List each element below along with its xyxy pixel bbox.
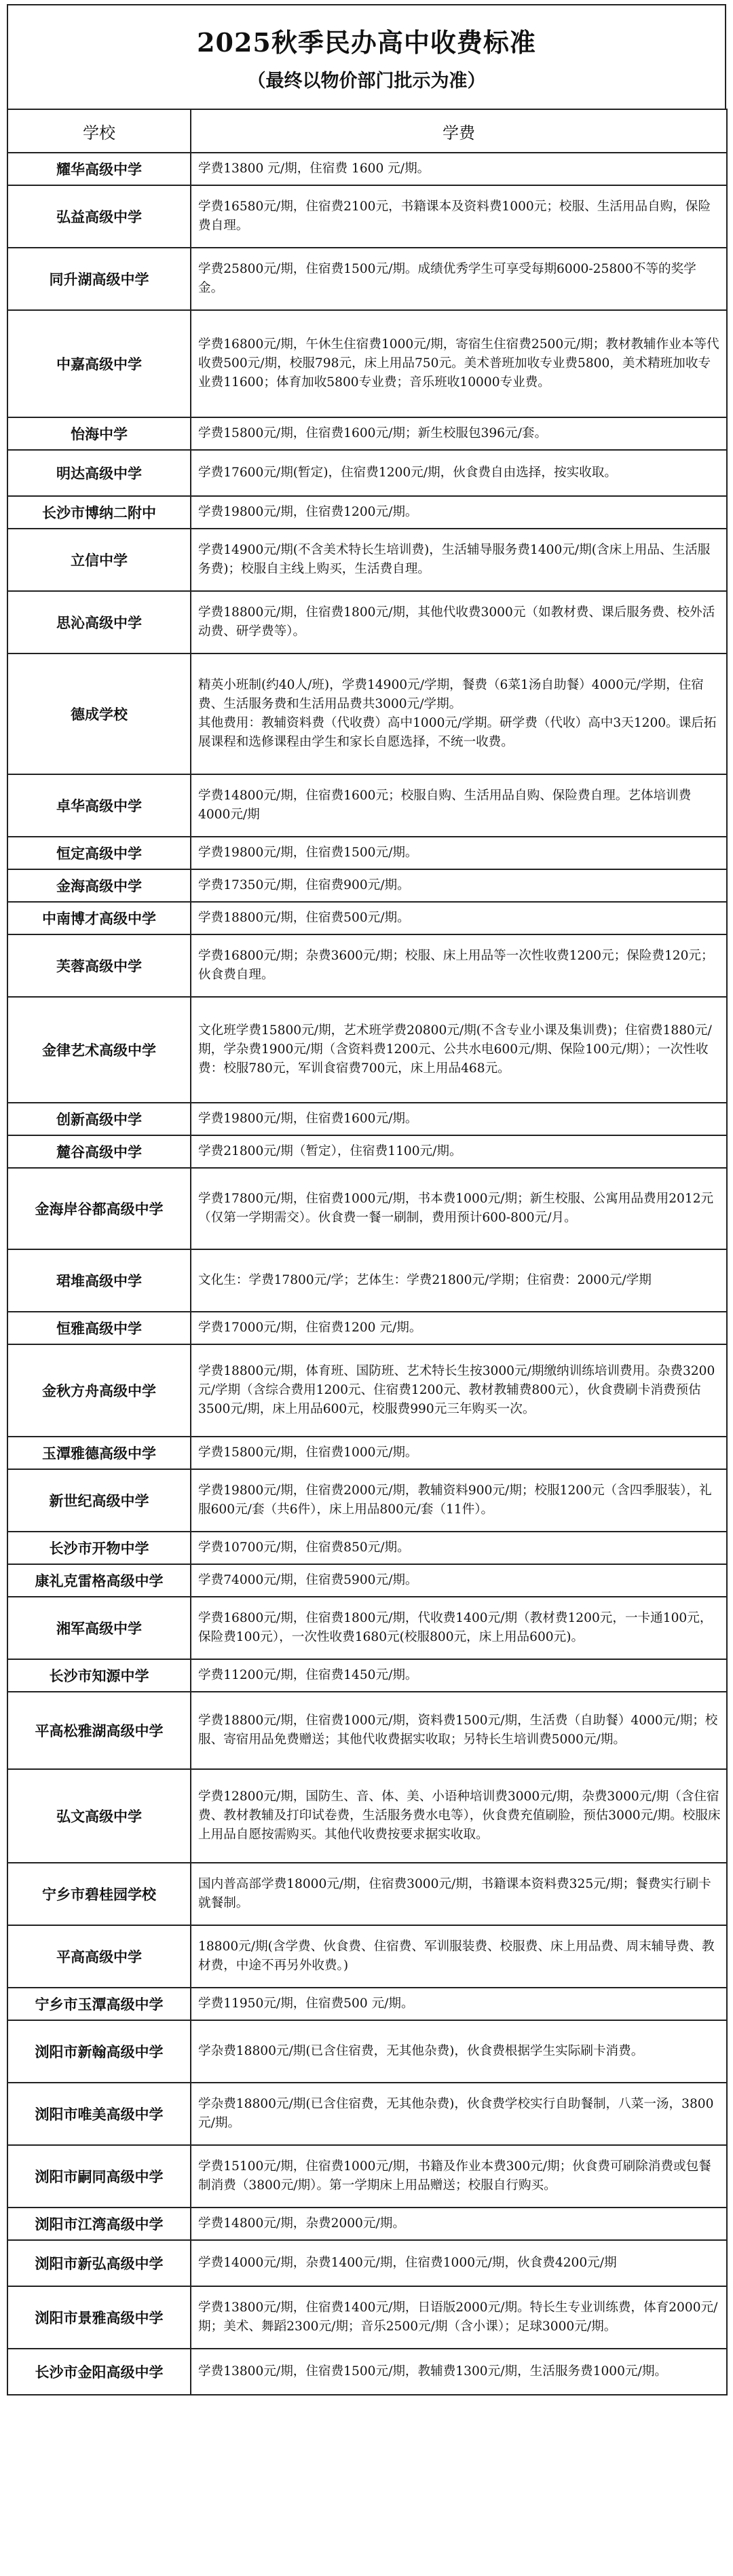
table-row [7, 2349, 727, 2395]
fee-detail-line: 精英小班制(约40人/班)，学费14900元/学期，餐费（6菜1汤自助餐）4000元/学期，住宿费、生活服务费和生活用品费共3000元/学期。 [198, 677, 704, 711]
table-row [7, 153, 727, 185]
fee-detail-cell: 学费14800元/期，住宿费1600元；校服自购、生活用品自购、保险费自理。艺体培训费4000元/期 [191, 774, 727, 837]
fee-detail-cell: 国内普高部学费18000元/期，住宿费3000元/期，书籍课本资料费325元/期；餐费实行刷卡就餐制。 [191, 1863, 727, 1925]
school-name-cell: 浏阳市唯美高级中学 [7, 2083, 191, 2145]
fee-detail-cell: 学费17350元/期，住宿费900元/期。 [191, 869, 727, 902]
school-name-cell: 金海高级中学 [7, 869, 191, 902]
school-name-cell: 同升湖高级中学 [7, 248, 191, 310]
fee-detail-cell: 学杂费18800元/期(已含住宿费，无其他杂费)，伙食费根据学生实际刷卡消费。 [191, 2020, 727, 2083]
fee-detail-cell: 文化生：学费17800元/学；艺体生：学费21800元/学期；住宿费：2000元/学期 [191, 1249, 727, 1312]
fee-detail-cell: 学费11950元/期，住宿费500 元/期。 [191, 1988, 727, 2020]
school-name-cell: 创新高级中学 [7, 1103, 191, 1135]
school-name-cell: 中南博才高级中学 [7, 902, 191, 934]
school-name-cell: 芙蓉高级中学 [7, 934, 191, 997]
school-name-cell: 长沙市金阳高级中学 [7, 2349, 191, 2395]
school-name-cell: 卓华高级中学 [7, 774, 191, 837]
school-name-cell: 怡海中学 [7, 417, 191, 450]
table-row [7, 1925, 727, 1988]
fee-detail-cell: 学费13800元/期，住宿费1500元/期，教辅费1300元/期，生活服务费1000元/期。 [191, 2349, 727, 2395]
school-name-cell: 浏阳市景雅高级中学 [7, 2286, 191, 2349]
fee-detail-cell: 学费18800元/期，住宿费1000元/期，资料费1500元/期，生活费（自助餐）4000元/期；校服、寄宿用品免费赠送；其他代收费据实收取；另特长生培训费5000元/期。 [191, 1692, 727, 1769]
school-name-cell: 耀华高级中学 [7, 153, 191, 185]
table-row [7, 185, 727, 248]
fee-detail-cell: 学费14000元/期，杂费1400元/期，住宿费1000元/期，伙食费4200元/期 [191, 2240, 727, 2286]
school-name-cell: 金秋方舟高级中学 [7, 1344, 191, 1437]
school-name-cell: 玉潭雅德高级中学 [7, 1437, 191, 1469]
table-row [7, 1249, 727, 1312]
school-name-cell: 思沁高级中学 [7, 591, 191, 654]
school-name-cell: 新世纪高级中学 [7, 1469, 191, 1532]
table-row [7, 2145, 727, 2208]
school-name-cell: 浏阳市新翰高级中学 [7, 2020, 191, 2083]
fee-detail-cell: 学费25800元/期，住宿费1500元/期。成绩优秀学生可享受每期6000-25800不等的奖学金。 [191, 248, 727, 310]
table-row [7, 496, 727, 529]
table-row [7, 997, 727, 1103]
table-row [7, 1659, 727, 1692]
table-row [7, 2020, 727, 2083]
table-row [7, 1863, 727, 1925]
table-row [7, 1597, 727, 1659]
school-name-cell: 弘益高级中学 [7, 185, 191, 248]
fee-table [7, 109, 728, 2395]
table-row [7, 934, 727, 997]
school-name-cell: 湘军高级中学 [7, 1597, 191, 1659]
fee-detail-cell: 学费19800元/期，住宿费2000元/期，教辅资料900元/期；校服1200元（含四季服装），礼服600元/套（共6件），床上用品800元/套（11件）。 [191, 1469, 727, 1532]
fee-detail-cell: 学费10700元/期，住宿费850元/期。 [191, 1532, 727, 1564]
school-name-cell: 平高高级中学 [7, 1925, 191, 1988]
fee-detail-cell: 学费18800元/期，体育班、国防班、艺术特长生按3000元/期缴纳训练培训费用。杂费3200元/学期（含综合费用1200元、住宿费1200元、教材教辅费800元），伙食费刷卡消费预估3500元/期，床上用品600元，校服费990元三年购买一次。 [191, 1344, 727, 1437]
fee-detail-cell: 学费15100元/期，住宿费1000元/期，书籍及作业本费300元/期；伙食费可刷除消费或包餐制消费（3800元/期）。第一学期床上用品赠送；校服自行购买。 [191, 2145, 727, 2208]
table-row [7, 1312, 727, 1344]
fee-detail-line: 其他费用：教辅资料费（代收费）高中1000元/学期。研学费（代收）高中3天1200。课后拓展课程和选修课程由学生和家长自愿选择，不统一收费。 [198, 716, 717, 750]
table-row [7, 1103, 727, 1135]
fee-detail-cell: 学费16800元/期；杂费3600元/期；校服、床上用品等一次性收费1200元；保险费120元；伙食费自理。 [191, 934, 727, 997]
table-row [7, 2208, 727, 2240]
fee-detail-cell: 文化班学费15800元/期，艺术班学费20800元/期(不含专业小课及集训费)；住宿费1880元/期，学杂费1900元/期（含资料费1200元、公共水电600元/期、保险100元/期）；一次性收费：校服780元，军训食宿费700元，床上用品468元。 [191, 997, 727, 1103]
school-name-cell: 平高松雅湖高级中学 [7, 1692, 191, 1769]
fee-detail-cell: 学费18800元/期，住宿费1800元/期，其他代收费3000元（如教材费、课后服务费、校外活动费、研学费等）。 [191, 591, 727, 654]
table-row [7, 1769, 727, 1863]
table-row [7, 248, 727, 310]
school-name-cell: 中嘉高级中学 [7, 310, 191, 417]
table-row [7, 2286, 727, 2349]
school-name-cell: 立信中学 [7, 529, 191, 591]
table-header-row [7, 109, 727, 153]
table-row [7, 1135, 727, 1168]
fee-column-header: 学费 [191, 109, 727, 153]
document-subtitle: （最终以物价部门批示为准） [247, 71, 486, 92]
school-name-cell: 珺堆高级中学 [7, 1249, 191, 1312]
school-name-cell: 长沙市开物中学 [7, 1532, 191, 1564]
table-row [7, 837, 727, 869]
school-name-cell: 浏阳市嗣同高级中学 [7, 2145, 191, 2208]
school-name-cell: 长沙市知源中学 [7, 1659, 191, 1692]
school-name-cell: 浏阳市江湾高级中学 [7, 2208, 191, 2240]
table-row [7, 1344, 727, 1437]
school-name-cell: 德成学校 [7, 654, 191, 774]
fee-detail-cell: 学费15800元/期，住宿费1600元/期；新生校服包396元/套。 [191, 417, 727, 450]
table-row [7, 591, 727, 654]
fee-detail-cell: 18800元/期(含学费、伙食费、住宿费、军训服装费、校服费、床上用品费、周末辅导费、教材费，中途不再另外收费。) [191, 1925, 727, 1988]
fee-detail-cell: 学费17800元/期，住宿费1000元/期，书本费1000元/期；新生校服、公寓用品费用2012元（仅第一学期需交）。伙食费一餐一刷制，费用预计600-800元/月。 [191, 1168, 727, 1249]
school-name-cell: 麓谷高级中学 [7, 1135, 191, 1168]
school-name-cell: 金海岸谷都高级中学 [7, 1168, 191, 1249]
fee-detail-cell: 学费21800元/期（暂定），住宿费1100元/期。 [191, 1135, 727, 1168]
table-row [7, 1692, 727, 1769]
fee-detail-cell: 学费74000元/期，住宿费5900元/期。 [191, 1564, 727, 1597]
table-row [7, 1437, 727, 1469]
fee-detail-cell: 学费18800元/期，住宿费500元/期。 [191, 902, 727, 934]
school-name-cell: 恒雅高级中学 [7, 1312, 191, 1344]
fee-detail-cell: 学费17600元/期(暂定)，住宿费1200元/期，伙食费自由选择，按实收取。 [191, 450, 727, 496]
fee-detail-cell: 学费15800元/期，住宿费1000元/期。 [191, 1437, 727, 1469]
fee-detail-cell: 学费16800元/期，午休生住宿费1000元/期，寄宿生住宿费2500元/期；教材教辅作业本等代收费500元/期，校服798元，床上用品750元。美术普班加收专业费5800，美术精班加收专业费11600；体育加收5800专业费；音乐班收10000专业费。 [191, 310, 727, 417]
fee-detail-cell: 学费13800 元/期，住宿费 1600 元/期。 [191, 153, 727, 185]
table-row [7, 869, 727, 902]
table-row [7, 1532, 727, 1564]
fee-detail-cell: 学费19800元/期，住宿费1500元/期。 [191, 837, 727, 869]
school-column-header: 学校 [7, 109, 191, 153]
table-body [7, 153, 727, 2395]
table-row [7, 654, 727, 774]
school-name-cell: 宁乡市玉潭高级中学 [7, 1988, 191, 2020]
document-title: 2025秋季民办高中收费标准 [197, 27, 536, 58]
fee-detail-cell: 学杂费18800元/期(已含住宿费，无其他杂费)，伙食费学校实行自助餐制，八菜一汤，3800元/期。 [191, 2083, 727, 2145]
school-name-cell: 明达高级中学 [7, 450, 191, 496]
table-row [7, 1469, 727, 1532]
table-row [7, 417, 727, 450]
fee-detail-cell: 学费17000元/期，住宿费1200 元/期。 [191, 1312, 727, 1344]
table-row [7, 774, 727, 837]
fee-detail-cell: 学费14900元/期(不含美术特长生培训费)，生活辅导服务费1400元/期(含床上用品、生活服务费)；校服自主线上购买，生活费自理。 [191, 529, 727, 591]
table-row [7, 1168, 727, 1249]
fee-detail-cell: 学费19800元/期，住宿费1200元/期。 [191, 496, 727, 529]
table-row [7, 2083, 727, 2145]
table-row [7, 902, 727, 934]
school-name-cell: 康礼克雷格高级中学 [7, 1564, 191, 1597]
fee-detail-cell: 学费14800元/期，杂费2000元/期。 [191, 2208, 727, 2240]
table-row [7, 2240, 727, 2286]
school-name-cell: 弘文高级中学 [7, 1769, 191, 1863]
table-row [7, 1564, 727, 1597]
fee-detail-cell: 学费16800元/期，住宿费1800元/期，代收费1400元/期（教材费1200元，一卡通100元，保险费100元），一次性收费1680元(校服800元，床上用品600元)。 [191, 1597, 727, 1659]
school-name-cell: 金律艺术高级中学 [7, 997, 191, 1103]
fee-detail-cell: 学费12800元/期，国防生、音、体、美、小语种培训费3000元/期，杂费3000元/期（含住宿费、教材教辅及打印试卷费，生活服务费水电等），伙食费充值刷脸，预估3000元/期。校服床上用品自愿按需购买。其他代收费按要求据实收取。 [191, 1769, 727, 1863]
school-name-cell: 宁乡市碧桂园学校 [7, 1863, 191, 1925]
table-row [7, 450, 727, 496]
fee-detail-cell: 学费16580元/期，住宿费2100元，书籍课本及资料费1000元；校服、生活用品自购，保险费自理。 [191, 185, 727, 248]
fee-detail-cell: 学费19800元/期，住宿费1600元/期。 [191, 1103, 727, 1135]
school-name-cell: 恒定高级中学 [7, 837, 191, 869]
table-row [7, 529, 727, 591]
fee-detail-cell [191, 654, 727, 774]
table-row [7, 310, 727, 417]
table-row [7, 1988, 727, 2020]
document-header [7, 4, 726, 109]
fee-detail-cell: 学费11200元/期，住宿费1450元/期。 [191, 1659, 727, 1692]
school-name-cell: 浏阳市新弘高级中学 [7, 2240, 191, 2286]
school-name-cell: 长沙市博纳二附中 [7, 496, 191, 529]
fee-detail-cell: 学费13800元/期，住宿费1400元/期，日语版2000元/期。特长生专业训练费，体育2000元/期；美术、舞蹈2300元/期；音乐2500元/期（含小课）；足球3000元/期。 [191, 2286, 727, 2349]
